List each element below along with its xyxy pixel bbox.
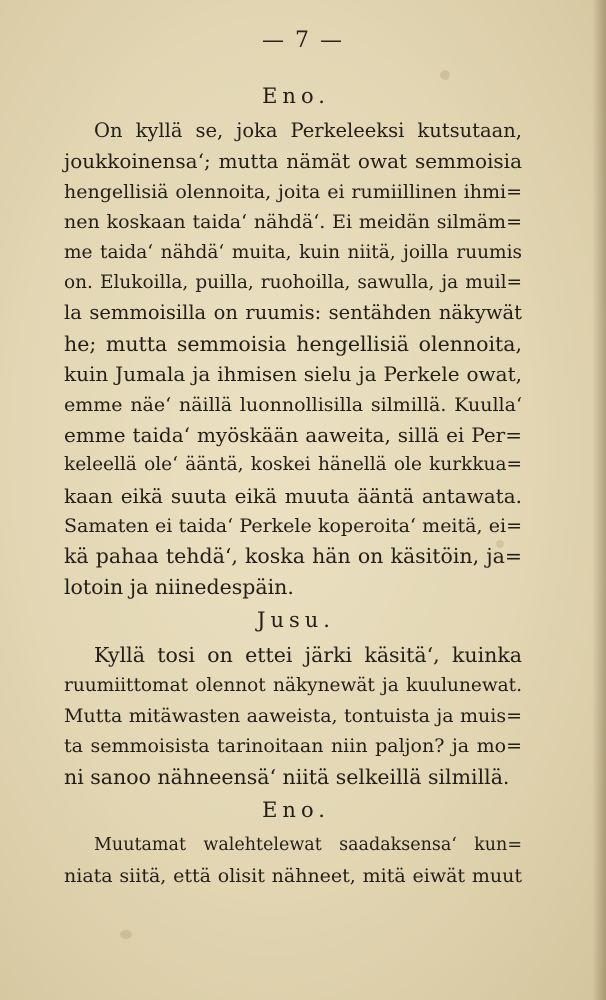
text-line: la semmoisilla on ruumis: sentähden näkywät xyxy=(64,301,522,325)
text-line: nen koskaan taida‘ nähdä‘. Ei meidän silmäm= xyxy=(64,211,522,234)
text-line: on. Elukoilla, puilla, ruohoilla, sawulla, ja muil= xyxy=(64,271,522,293)
text-line: kuin Jumala ja ihmisen sielu ja Perkele owat, xyxy=(64,362,522,387)
text-line: On kyllä se, joka Perkeleeksi kutsutaan, xyxy=(94,119,522,142)
text-line: ruumiittomat olennot näkynewät ja kuulunewat. xyxy=(64,674,522,696)
text-line: lotoin ja niinedespäin. xyxy=(64,574,294,599)
text-line: emme taida‘ myöskään aaweita, sillä ei Per= xyxy=(64,422,522,447)
page-number-header: — 7 — xyxy=(262,28,344,53)
text-line: emme näe‘ näillä luonnollisilla silmillä. Kuulla‘ xyxy=(64,393,522,416)
text-line: ta semmoisista tarinoitaan niin paljon? ja mo= xyxy=(64,735,522,758)
text-line: Kyllä tosi on ettei järki käsitä‘, kuinka xyxy=(94,643,522,668)
speaker-heading: Jusu. xyxy=(257,608,335,633)
text-line: Samaten ei taida‘ Perkele koperoita‘ meitä, ei= xyxy=(64,515,522,538)
text-line: he; mutta semmoisia hengellisiä olennoita, xyxy=(64,331,522,356)
text-line: Muutamat walehtelewat saadaksensa‘ kun= xyxy=(94,835,522,856)
page-edge-shadow xyxy=(592,0,606,1000)
text-line: joukkoinensa‘; mutta nämät owat semmoisia xyxy=(64,149,522,174)
text-line: keleellä ole‘ ääntä, koskei hänellä ole kurkkua= xyxy=(64,454,522,476)
text-line: niata siitä, että olisit nähneet, mitä eiwät muut xyxy=(64,864,522,887)
text-line: kä pahaa tehdä‘, koska hän on käsitöin, ja= xyxy=(64,544,522,569)
speaker-heading: Eno. xyxy=(262,84,330,108)
text-line: me taida‘ nähdä‘ muita, kuin niitä, joilla ruumis xyxy=(64,241,522,263)
paper-stain xyxy=(120,930,132,939)
text-line: Mutta mitäwasten aaweista, tontuista ja muis= xyxy=(64,705,522,728)
text-line: hengellisiä olennoita, joita ei rumiillinen ihmi= xyxy=(64,180,522,203)
text-line: kaan eikä suuta eikä muuta ääntä antawata. xyxy=(64,483,522,508)
page-text xyxy=(64,78,522,891)
speaker-heading: Eno. xyxy=(262,798,330,823)
text-line: ni sanoo nähneensä‘ niitä selkeillä silmillä. xyxy=(64,764,510,789)
